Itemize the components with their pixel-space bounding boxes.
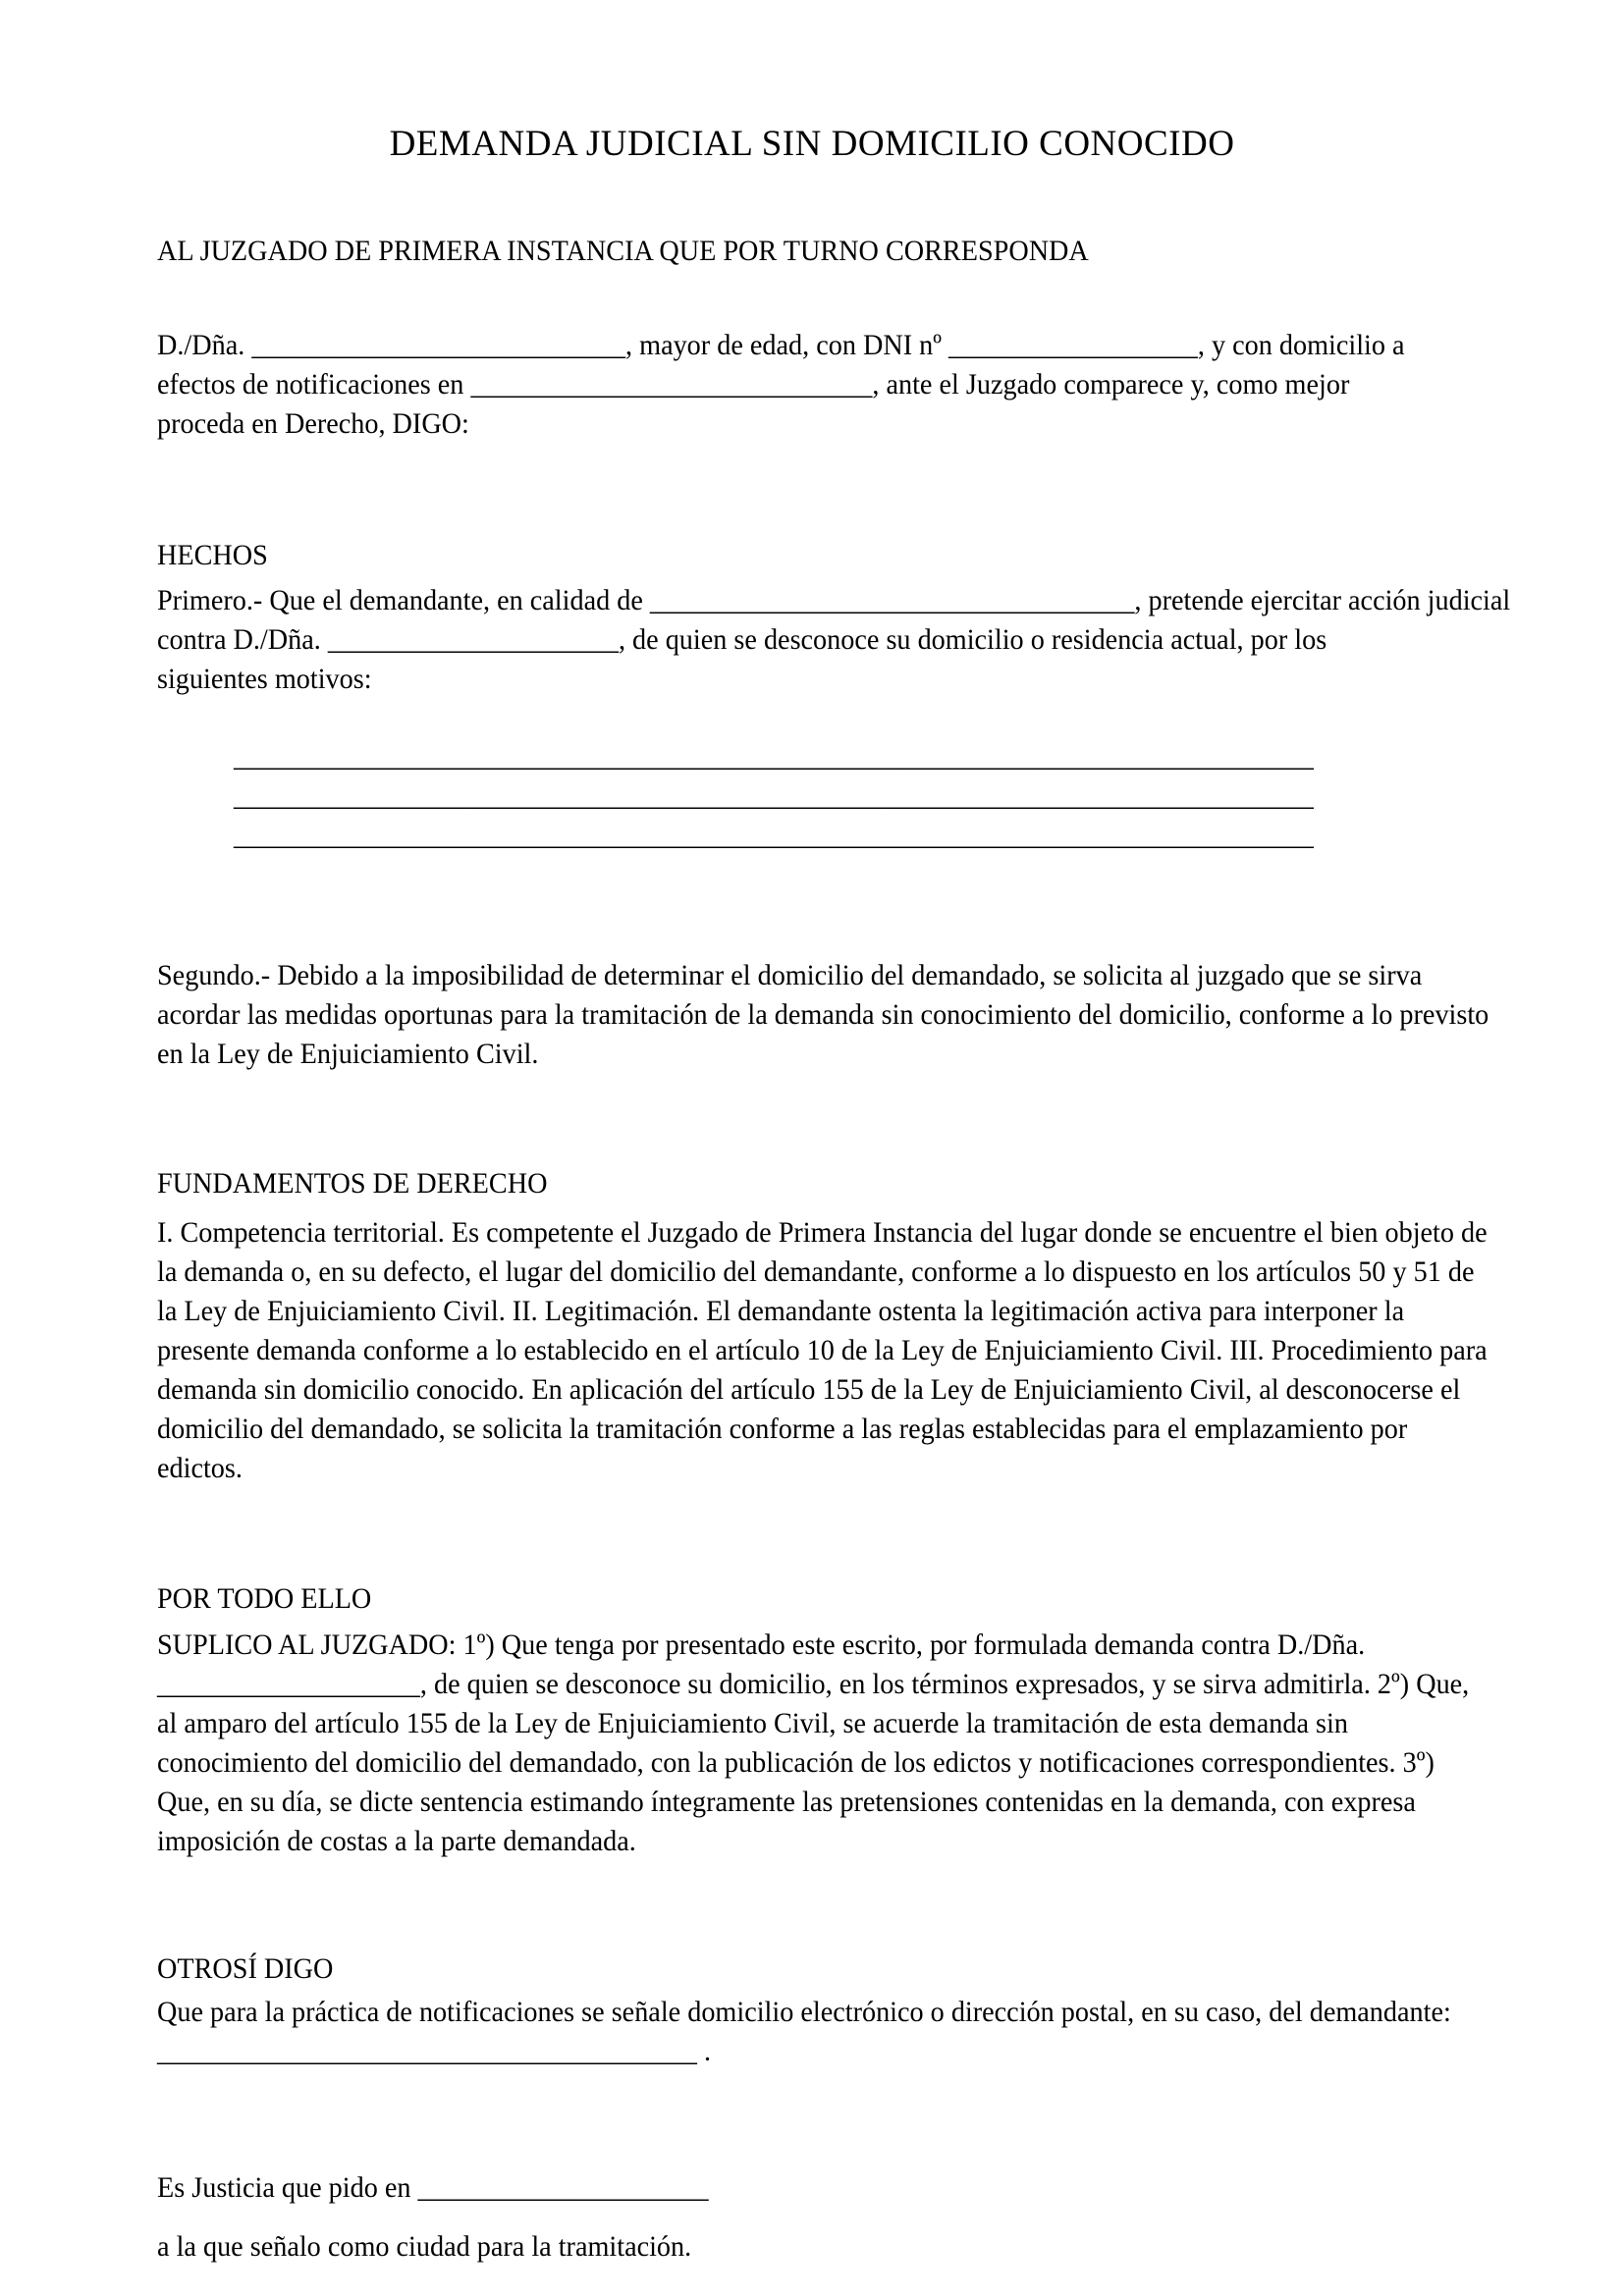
es-justicia-line: Es Justicia que pido en _____________________	[157, 2171, 709, 2204]
segundo-line-1: Segundo.- Debido a la imposibilidad de determinar el domicilio del demandado, se solicita al juzgado que se sirva	[157, 959, 1423, 991]
suplico-paragraph	[157, 1626, 1470, 1861]
primero-line-3: siguientes motivos:	[157, 663, 372, 695]
fundamentos-line-2: la demanda o, en su defecto, el lugar del domicilio del demandante, conforme a lo dispuesto en los artículos 50 y 51 de	[157, 1255, 1475, 1288]
closing-line: a la que señalo como ciudad para la tramitación.	[157, 2230, 692, 2263]
intro-line-2: efectos de notificaciones en _____________________________, ante el Juzgado comparece y, como mejor	[157, 368, 1350, 400]
fundamentos-line-1: I. Competencia territorial. Es competente el Juzgado de Primera Instancia del lugar donde se encuentre el bien objeto de	[157, 1216, 1488, 1249]
hechos-heading: HECHOS	[157, 539, 268, 571]
suplico-line-1: SUPLICO AL JUZGADO: 1º) Que tenga por presentado este escrito, por formulada demanda contra D./Dña.	[157, 1629, 1366, 1661]
document-title: DEMANDA JUDICIAL SIN DOMICILIO CONOCIDO	[389, 124, 1235, 164]
court-heading: AL JUZGADO DE PRIMERA INSTANCIA QUE POR TURNO CORRESPONDA	[157, 235, 1089, 267]
fundamentos-line-7: edictos.	[157, 1452, 243, 1484]
segundo-line-2: acordar las medidas oportunas para la tramitación de la demanda sin conocimiento del domicilio, conforme a lo previsto	[157, 998, 1489, 1031]
fundamentos-heading: FUNDAMENTOS DE DERECHO	[157, 1167, 548, 1200]
intro-paragraph	[157, 326, 1467, 444]
segundo-line-3: en la Ley de Enjuiciamiento Civil.	[157, 1038, 539, 1070]
motivos-blank-lines	[234, 737, 1467, 855]
fundamentos-line-5: demanda sin domicilio conocido. En aplicación del artículo 155 de la Ley de Enjuiciamiento Civil, al desconocerse el	[157, 1373, 1461, 1406]
fundamentos-paragraph	[157, 1213, 1488, 1488]
suplico-line-3: al amparo del artículo 155 de la Ley de Enjuiciamiento Civil, se acuerde la tramitación de esta demanda sin	[157, 1707, 1348, 1739]
otrosi-blank-line: _______________________________________ .	[157, 2035, 711, 2067]
primero-line-1: Primero.- Que el demandante, en calidad de ___________________________________, pretende ejercitar acción judicial	[157, 584, 1511, 616]
segundo-paragraph	[157, 956, 1489, 1074]
fundamentos-line-3: la Ley de Enjuiciamiento Civil. II. Legitimación. El demandante ostenta la legitimación activa para interponer la	[157, 1295, 1405, 1327]
primero-paragraph	[157, 581, 1511, 699]
suplico-line-2: ___________________, de quien se desconoce su domicilio, en los términos expresados, y se sirva admitirla. 2º) Que,	[157, 1668, 1470, 1700]
fundamentos-line-6: domicilio del demandado, se solicita la tramitación conforme a las reglas establecidas para el emplazamiento por	[157, 1413, 1408, 1445]
otrosi-line-1: Que para la práctica de notificaciones se señale domicilio electrónico o dirección postal, en su caso, del demandante:	[157, 1996, 1451, 2028]
suplico-line-4: conocimiento del domicilio del demandado, con la publicación de los edictos y notificaciones correspondientes. 3º)	[157, 1746, 1435, 1779]
suplico-line-5: Que, en su día, se dicte sentencia estimando íntegramente las pretensiones contenidas en la demanda, con expresa	[157, 1786, 1416, 1818]
intro-line-1: D./Dña. ___________________________, mayor de edad, con DNI nº __________________, y con domicilio a	[157, 329, 1405, 361]
suplico-line-6: imposición de costas a la parte demandada.	[157, 1825, 636, 1857]
motivos-blank-line-3: ______________________________________________________________________________	[234, 819, 1314, 851]
por-todo-ello-heading: POR TODO ELLO	[157, 1582, 372, 1615]
primero-line-2: contra D./Dña. _____________________, de quien se desconoce su domicilio o residencia actual, por los	[157, 623, 1327, 656]
fundamentos-line-4: presente demanda conforme a lo establecido en el artículo 10 de la Ley de Enjuiciamiento Civil. III. Procedimiento para	[157, 1334, 1488, 1366]
motivos-blank-line-2: ______________________________________________________________________________	[234, 779, 1314, 812]
motivos-blank-line-1: ______________________________________________________________________________	[234, 740, 1314, 773]
intro-line-3: proceda en Derecho, DIGO:	[157, 407, 469, 440]
otrosi-paragraph	[157, 1993, 1467, 2071]
otrosi-heading: OTROSÍ DIGO	[157, 1952, 334, 1985]
